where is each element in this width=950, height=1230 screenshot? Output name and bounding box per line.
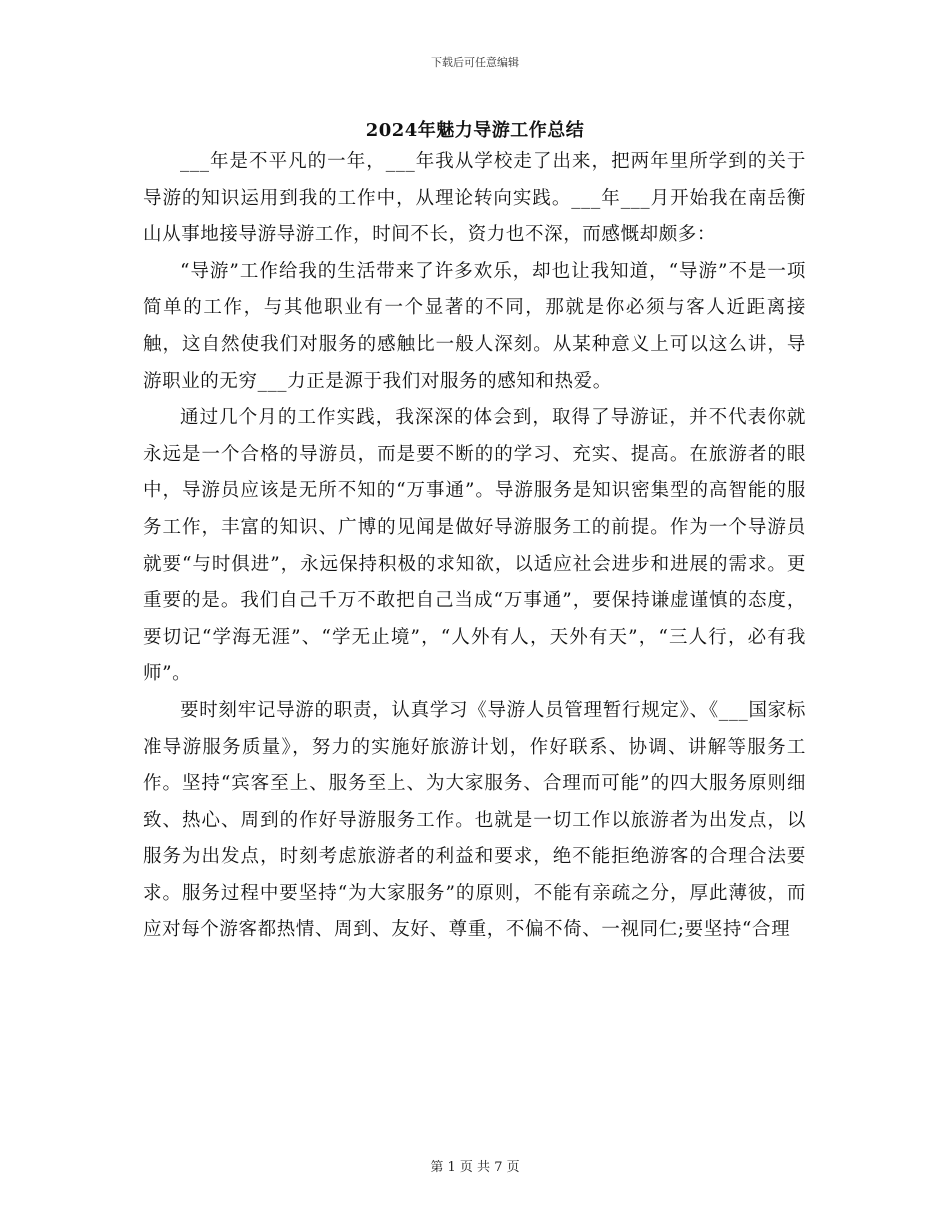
page-header-note: 下载后可任意编辑 bbox=[431, 56, 519, 69]
document-body bbox=[143, 144, 806, 949]
paragraph-3: 通过几个月的工作实践，我深深的体会到，取得了导游证，并不代表你就永远是一个合格的导游员，而是要不断的的学习、充实、提高。在旅游者的眼中，导游员应该是无所不知的“万事通”。导游服务是知识密集型的高智能的服务工作，丰富的知识、广博的见闻是做好导游服务工的前提。作为一个导游员就要“与时俱进”，永远保持积极的求知欲，以适应社会进步和进展的需求。更重要的是。我们自己千万不敢把自己当成“万事通”，要保持谦虚谨慎的态度，要切记“学海无涯”、“学无止境”，“人外有人，天外有天”，“三人行，必有我师”。 bbox=[143, 407, 806, 685]
paragraph-2: “导游”工作给我的生活带来了许多欢乐，却也让我知道，“导游”不是一项简单的工作，与其他职业有一个显著的不同，那就是你必须与客人近距离接触，这自然使我们对服务的感触比一般人深刻。从某种意义上可以这么讲，导游职业的无穷___力正是源于我们对服务的感知和热爱。 bbox=[143, 260, 806, 392]
paragraph-1: ___年是不平凡的一年，___年我从学校走了出来，把两年里所学到的关于导游的知识运用到我的工作中，从理论转向实践。___年___月开始我在南岳衡山从事地接导游导游工作，时间不长，资力也不深，而感慨却颇多： bbox=[143, 151, 806, 246]
paragraph-4: 要时刻牢记导游的职责，认真学习《导游人员管理暂行规定》、《___国家标准导游服务质量》，努力的实施好旅游计划，作好联系、协调、讲解等服务工作。坚持“宾客至上、服务至上、为大家服务、合理而可能”的四大服务原则细致、热心、周到的作好导游服务工作。也就是一切工作以旅游者为出发点，以服务为出发点，时刻考虑旅游者的利益和要求，绝不能拒绝游客的合理合法要求。服务过程中要坚持“为大家服务”的原则，不能有亲疏之分，厚此薄彼，而应对每个游客都热情、周到、友好、尊重，不偏不倚、一视同仁;要坚持“合理 bbox=[143, 699, 806, 941]
document-title: 2024年魅力导游工作总结 bbox=[365, 120, 585, 141]
page-number: 第 1 页 共 7 页 bbox=[430, 1160, 520, 1175]
